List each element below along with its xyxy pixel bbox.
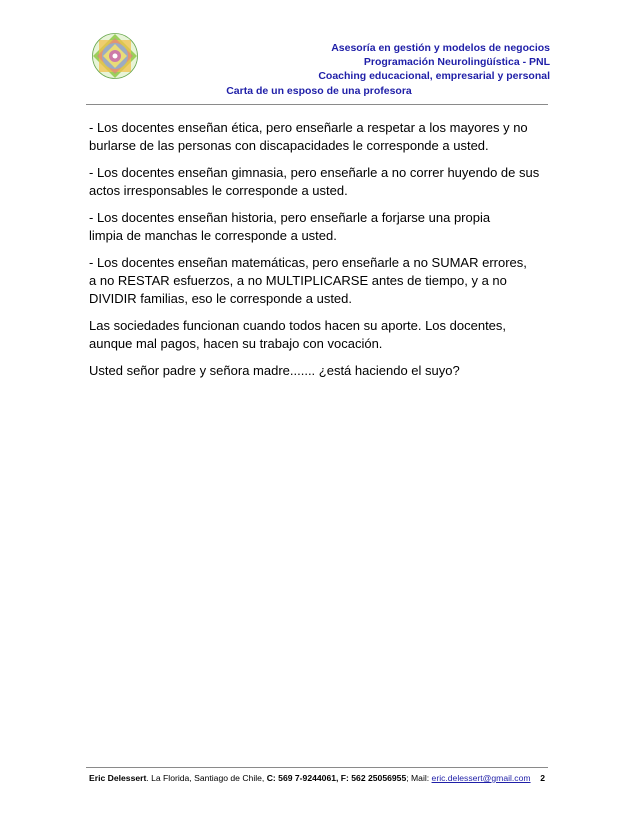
text-line: - Los docentes enseñan matemáticas, pero enseñarle a no SUMAR errores, [89, 255, 527, 270]
text-line: Las sociedades funcionan cuando todos hacen su aporte. Los docentes, [89, 318, 507, 333]
document-subtitle: Carta de un esposo de una profesora [226, 85, 412, 97]
text-line: - Los docentes enseñan ética, pero enseñarle a respetar a los mayores y no [89, 120, 528, 135]
author-phones: C: 569 7-9244061, F: 562 25056955 [266, 773, 407, 783]
paragraph [89, 119, 549, 155]
author-name: Eric Delessert [89, 773, 147, 783]
paragraph [89, 362, 549, 380]
letter-body [89, 119, 549, 389]
header-line: Coaching educacional, empresarial y personal [318, 70, 550, 82]
header-line: Asesoría en gestión y modelos de negocios [331, 42, 550, 54]
text-line: a no RESTAR esfuerzos, a no MULTIPLICARSE antes de tiempo, y a no [89, 273, 507, 288]
text-line: DIVIDIR familias, eso le corresponde a usted. [89, 291, 353, 306]
header-divider [86, 104, 548, 105]
text-line: actos irresponsables le corresponde a usted. [89, 183, 348, 198]
header-line: Programación Neurolingüística - PNL [363, 56, 550, 68]
paragraph [89, 164, 549, 200]
text-line: - Los docentes enseñan historia, pero enseñarle a forjarse una propia [89, 210, 491, 225]
text-line: - Los docentes enseñan gimnasia, pero enseñarle a no correr huyendo de sus [89, 165, 540, 180]
footer-divider [86, 767, 548, 768]
text-line: burlarse de las personas con discapacidades le corresponde a usted. [89, 138, 489, 153]
text-line: limpia de manchas le corresponde a usted. [89, 228, 337, 243]
author-address: . La Florida, Santiago de Chile, [146, 773, 267, 783]
company-header [318, 41, 550, 83]
mail-label: ; Mail: [406, 773, 432, 783]
page-number: 2 [540, 773, 545, 783]
mandala-logo-icon [92, 33, 138, 79]
text-line: aunque mal pagos, hacen su trabajo con vocación. [89, 336, 383, 351]
paragraph [89, 317, 549, 353]
paragraph [89, 209, 549, 245]
page-footer [89, 773, 545, 783]
text-line: Usted señor padre y señora madre....... ¿está haciendo el suyo? [89, 363, 460, 378]
email-link[interactable]: eric.delessert@gmail.com [431, 773, 531, 783]
paragraph [89, 254, 549, 308]
